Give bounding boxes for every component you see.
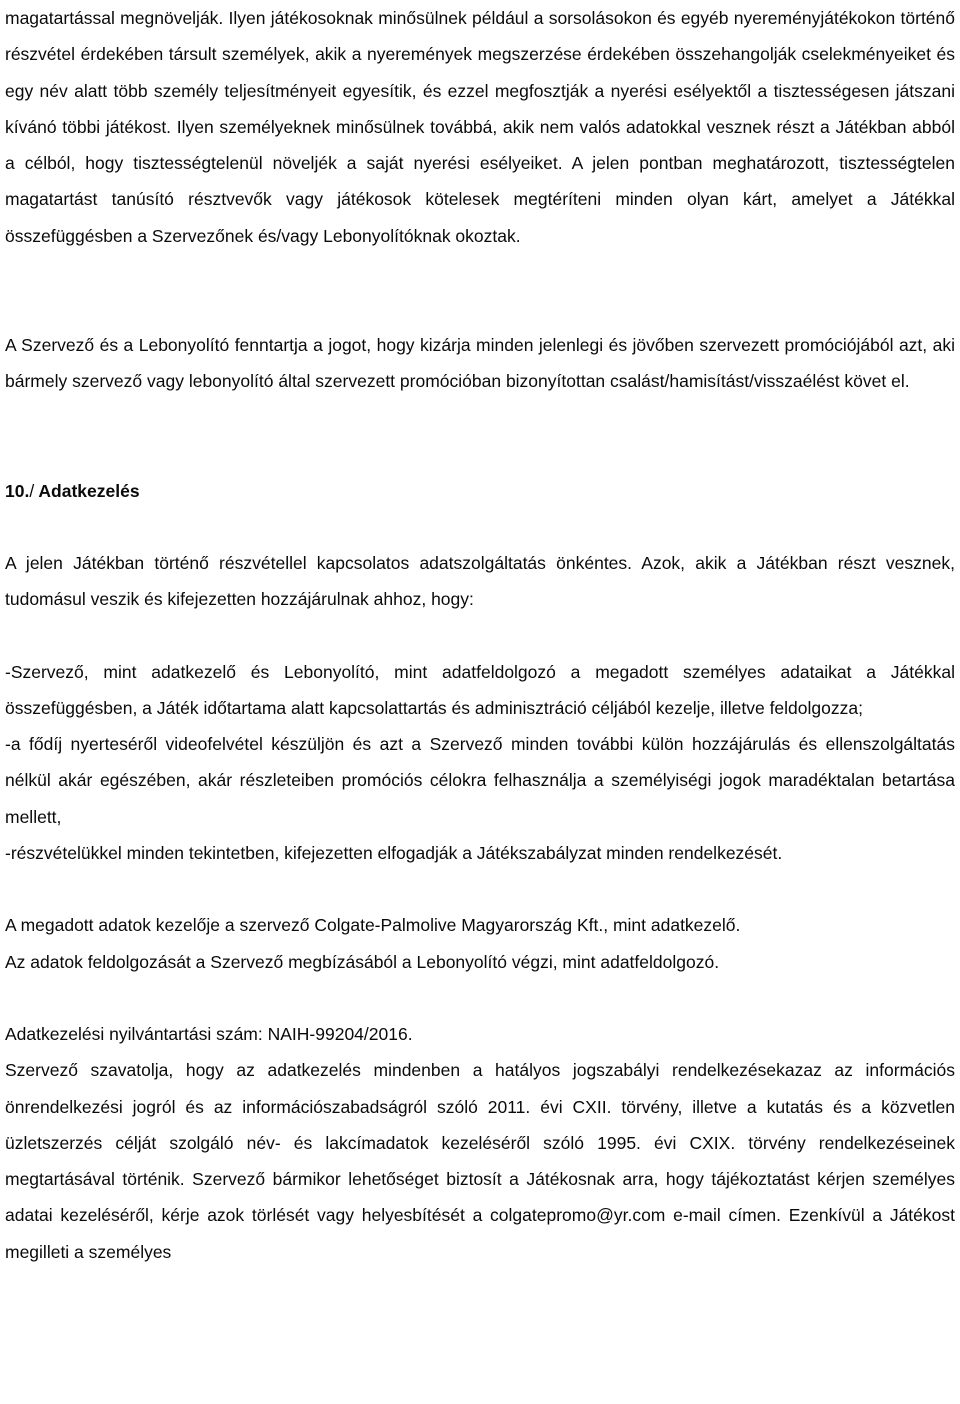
spacer: [5, 618, 955, 654]
consent-item-data-handling: -Szervező, mint adatkezelő és Lebonyolító, mint adatfeldolgozó a megadott személyes adataikat a Játékkal összefüggésben, a Játék időtartama alatt kapcsolattartás és adminisztráció céljából kezelje, illetve feldolgozza;: [5, 661, 955, 718]
privacy-closing-paragraph: Szervező szavatolja, hogy az adatkezelés mindenben a hatályos jogszabályi rendelkezésekazaz az információs önrendelkezési jogról és az információszabadságról szóló 2011. évi CXII. törvény, illetve a kutatás és a közvetlen üzletszerzés célját szolgáló név- és lakcímadatok kezeléséről szóló 1995. évi CXIX. törvény rendelkezéseinek megtartásával történik. Szervező bármikor lehetőséget biztosít a Játékosnak arra, hogy tájékoztatást kérjen személyes adatai kezeléséről, kérje azok törlését vagy helyesbítését a colgatepromo@yr.com e-mail címen. Ezenkívül a Játékost megilleti a személyes: [5, 1060, 955, 1262]
exclusion-paragraph: A Szervező és a Lebonyolító fenntartja a jogot, hogy kizárja minden jelenlegi és jövőben szervezett promóciójából azt, aki bármely szervező vagy lebonyolító által szervezett promócióban bizonyítottan csalást/hamisítást/visszaélést követ el.: [5, 335, 955, 392]
section-title: Adatkezelés: [38, 480, 140, 501]
spacer: [5, 980, 955, 1016]
consent-item-rules-acceptance: -részvételükkel minden tekintetben, kifejezetten elfogadják a Játékszabályzat minden rendelkezését.: [5, 843, 783, 864]
unfair-conduct-paragraph: magatartással megnövelják. Ilyen játékosoknak minősülnek például a sorsolásokon és egyéb nyereményjátékokon történő részvétel érdekében társult személyek, akik a nyeremények megszerzése érdekében összehangolják cselekményeiket és egy név alatt több személy teljesítményeit egyesítik, és ezzel megfosztják a nyerési esélyektől a tisztességesen játszani kívánó többi játékost. Ilyen személyeknek minősülnek továbbá, akik nem valós adatokkal vesznek részt a Játékban abból a célból, hogy tisztességtelenül növeljék a saját nyerési esélyeiket. A jelen pontban meghatározott, tisztességtelen magatartást tanúsító résztvevők vagy játékosok kötelesek megtéríteni minden olyan kárt, amelyet a Játékkal összefüggésben a Szervezőnek és/vagy Lebonyolítóknak okoztak.: [5, 8, 955, 246]
section-separator: /: [29, 480, 35, 501]
section-number: 10.: [5, 480, 30, 501]
document-page: [5, 0, 955, 1270]
spacer: [5, 871, 955, 907]
data-processor-line: Az adatok feldolgozását a Szervező megbízásából a Lebonyolító végzi, mint adatfeldolgozó.: [5, 951, 720, 972]
spacer: [5, 254, 955, 327]
section-heading-data-processing: [5, 473, 955, 509]
spacer: [5, 400, 955, 473]
consent-intro-paragraph: A jelen Játékban történő részvétellel kapcsolatos adatszolgáltatás önkéntes. Azok, akik a Játékban részt vesznek, tudomásul veszik és kifejezetten hozzájárulnak ahhoz, hogy:: [5, 552, 955, 610]
registry-number-line: Adatkezelési nyilvántartási szám: NAIH-99204/2016.: [5, 1023, 413, 1044]
data-controller-line: A megadott adatok kezelője a szervező Colgate-Palmolive Magyarország Kft., mint adatkezelő.: [5, 915, 741, 936]
consent-item-video-recording: -a fődíj nyerteséről videofelvétel készüljön és azt a Szervező minden további külön hozzájárulás és ellenszolgáltatás nélkül akár egészében, akár részleteiben promóciós célokra felhasználja a személyiségi jogok maradéktalan betartása mellett,: [5, 734, 955, 827]
spacer: [5, 509, 955, 545]
